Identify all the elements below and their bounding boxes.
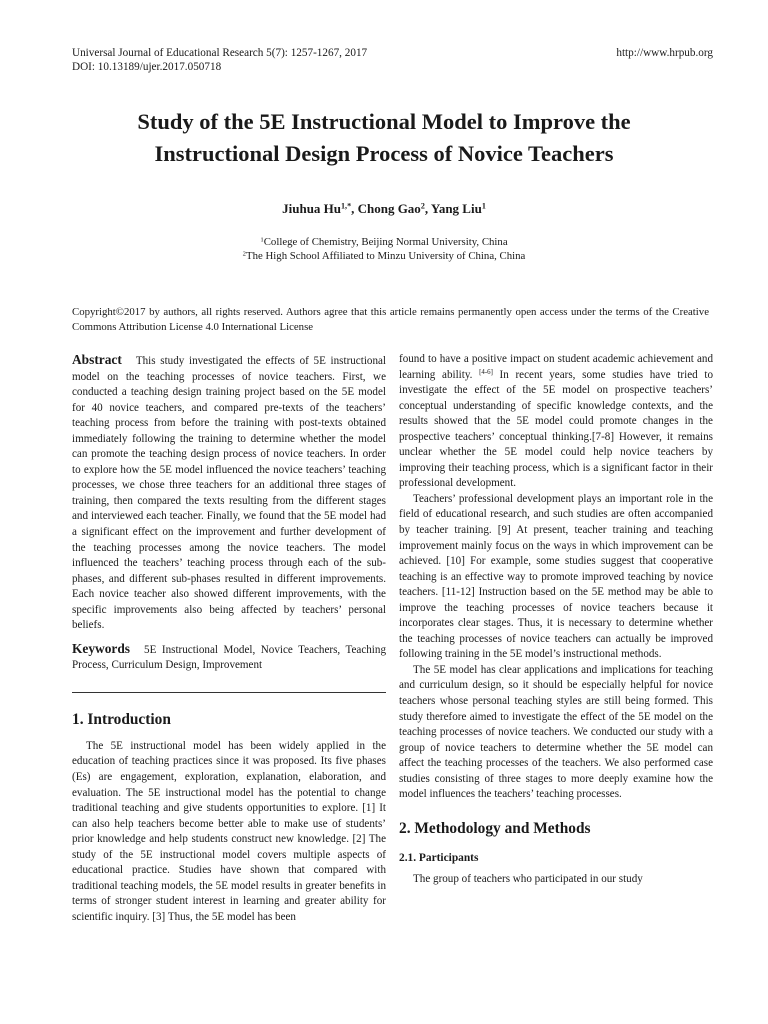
affiliation-text: The High School Affiliated to Minzu University of China, China xyxy=(246,250,526,262)
author-separator: , xyxy=(351,201,358,216)
copyright-notice: Copyright©2017 by authors, all rights reserved. Authors agree that this article remains permanently open access under the terms of the Creative Commons Attribution License 4.0 International License xyxy=(72,306,709,333)
author-name: Chong Gao xyxy=(357,201,421,216)
intro-paragraph-2: Teachers’ professional development plays an important role in the field of educational research, and such studies are often accompanied by teacher training. [9] At present, teacher training and teaching improvement mainly focus on the ways in which improvement can be achieved. [10] For example, some studies suggest that cooperative teaching is an effective way to promote improved teaching by novice teachers. [11-12] Instruction based on the 5E method may be able to improve the teaching processes of novice teachers because it incorporates clear stages. Thus, it is necessary to determine whether the teaching processes of novice teachers can actually be improved following training in the 5E model’s instructional methods. xyxy=(399,492,713,661)
intro-paragraph-1: The 5E instructional model has been widely applied in the education of teaching practices since it was proposed. Its five phases (Es) are engagement, exploration, explanation, elaboration, and evaluation. The 5E instructional model has the potential to change traditional teaching and give students opportunities to explore. [1] It can also help teachers become better able to make use of students’ prior knowledge and help students construct new knowledge. [2] The study of the 5E instructional model covers multiple aspects of educational practice. Studies have shown that compared with traditional teaching models, the 5E model results in greater benefits in terms of stronger student interest in learning and greater ability for scientific inquiry. [3] Thus, the 5E model has been xyxy=(72,739,386,923)
title-line-2: Instructional Design Process of Novice Teachers xyxy=(154,141,614,166)
author-affiliation-mark: 2 xyxy=(420,201,425,211)
affiliation-number: 1 xyxy=(260,236,264,244)
author-affiliation-mark: 1 xyxy=(481,201,486,211)
author-separator: , xyxy=(424,201,431,216)
abstract xyxy=(72,352,386,634)
journal-citation: Universal Journal of Educational Research 5(7): 1257-1267, 2017 xyxy=(72,47,368,59)
author-affiliation-mark: 1,* xyxy=(341,201,352,211)
keywords xyxy=(72,641,386,674)
author-name: Jiuhua Hu xyxy=(282,201,342,216)
right-column xyxy=(399,352,713,887)
abstract-heading: Abstract xyxy=(72,352,122,367)
affiliation-2 xyxy=(60,250,708,263)
left-column xyxy=(72,352,386,926)
affiliation-text: College of Chemistry, Beijing Normal University, China xyxy=(263,236,508,248)
paper-title xyxy=(60,106,708,170)
section-heading-methodology: 2. Methodology and Methods xyxy=(399,819,591,837)
doi: DOI: 10.13189/ujer.2017.050718 xyxy=(72,61,222,73)
affiliation-number: 2 xyxy=(242,250,247,258)
subsection-heading-participants: 2.1. Participants xyxy=(399,851,479,864)
citation-ref: [4-6] xyxy=(479,368,493,376)
paragraph-text: In recent years, some studies have tried to investigate the effect of the 5E model on prospective teachers’ conceptual understanding of specific knowledge contexts, and the results showed that the 5E model could promote changes in the prospective teachers’ conceptual thinking.[7-8] However, it remains unclear whether the 5E model could help novice teachers by improving their teaching process, which is a significant factor in their professional development. xyxy=(399,368,713,490)
participants-paragraph: The group of teachers who participated in our study xyxy=(413,872,643,885)
abstract-text: This study investigated the effects of 5E instructional model on the teaching processes of novice teachers. First, we conducted a teaching design training project based on the 5E model for 40 novice teachers, and compared pre-texts of the teachers’ teaching process from before the training with post-texts obtained immediately following the training to determine whether the model can promote the teaching design process of novice teachers. In order to explore how the 5E model influenced the novice teachers’ teaching processes, we chose three teachers for an additional three stages of training, then compared the texts resulting from the different stages and interviewed each teacher. Finally, we found that the 5E model had a significant effect on the improvement and further development of the teaching processes among the novice teachers. The model influenced the teachers’ teaching process through each of the sub-phases, and different sub-phases resulted in different improvements. Each novice teacher also showed different improvements, with the specific improvements also being affected by teachers’ personal beliefs. xyxy=(72,355,386,632)
title-line-1: Study of the 5E Instructional Model to Improve the xyxy=(137,109,631,134)
intro-paragraph-3: The 5E model has clear applications and implications for teaching and curriculum design, so it should be especially helpful for novice teachers whose personal teaching styles are still being formed. This study therefore aimed to investigate the effect of the 5E model on the teaching processes of novice teachers. We conducted our study with a group of novice teachers to determine whether the 5E model can affect the teaching processes of the teachers. We also performed case studies consisting of three stages to more deeply examine how the model influences the teachers’ teaching processes. xyxy=(399,663,713,801)
affiliation-1 xyxy=(60,236,708,249)
keywords-heading: Keywords xyxy=(72,640,131,656)
intro-paragraph-1-continued xyxy=(399,352,713,492)
publisher-url[interactable]: http://www.hrpub.org xyxy=(616,47,713,59)
author-name: Yang Liu xyxy=(430,201,482,216)
author-list xyxy=(60,201,708,217)
section-divider xyxy=(72,692,386,693)
section-heading-introduction: 1. Introduction xyxy=(72,710,171,728)
keywords-text: 5E Instructional Model, Novice Teachers, Teaching Process, Curriculum Design, Improvement xyxy=(72,643,386,672)
paragraph-text: found to have a positive impact on student academic achievement and learning ability. xyxy=(399,353,713,381)
